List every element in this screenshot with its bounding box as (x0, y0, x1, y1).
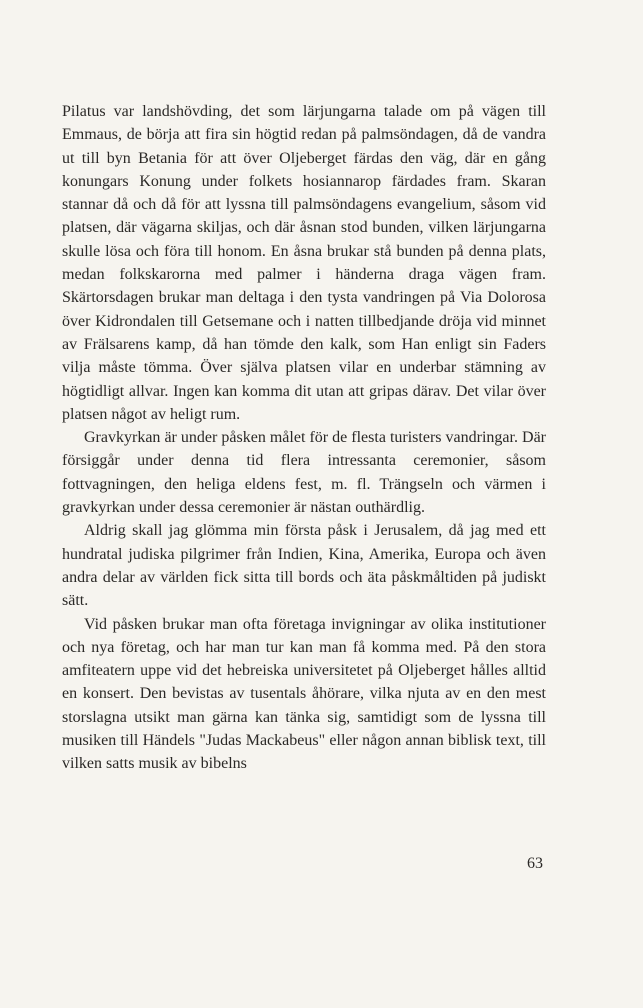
body-text (62, 100, 546, 776)
paragraph-3: Aldrig skall jag glömma min första påsk i Jerusalem, då jag med ett hundratal judiska pilgrimer från Indien, Kina, Amerika, Europa och även andra delar av världen fick sitta till bords och äta påskmåltiden på judiskt sätt. (62, 522, 546, 610)
paragraph-1: Pilatus var landshövding, det som lärjungarna talade om på vägen till Emmaus, de börja att fira sin högtid redan på palmsöndagen, då de vandra ut till byn Betania för att över Oljeberget färdas den väg, där en gång konungars Konung under folkets hosiannarop färdades fram. Skaran stannar då och då för att lyssna till palmsöndagens evangelium, såsom vid platsen, där vägarna skiljas, och där åsnan stod bunden, vilken lärjungarna skulle lösa och föra till honom. En åsna brukar stå bunden på denna plats, medan folkskarorna med palmer i händerna draga vägen fram. Skärtorsdagen brukar man deltaga i den tysta vandringen på Via Dolorosa över Kidrondalen till Getsemane och i natten tillbedjande dröja vid minnet av Frälsarens kamp, då han tömde den kalk, som Han enligt sin Faders vilja måste tömma. Över själva platsen vilar en underbar stämning av högtidligt allvar. Ingen kan komma dit utan att gripas därav. Det vilar över platsen något av heligt rum. (62, 103, 546, 423)
page-number: 63 (527, 855, 543, 872)
paragraph-4: Vid påsken brukar man ofta företaga invigningar av olika institutioner och nya företag, och har man tur kan man få komma med. På den stora amfiteatern uppe vid det hebreiska universitetet på Oljeberget hålles alltid en konsert. Den bevistas av tusentals åhörare, vilka njuta av en den mest storslagna utsikt man gärna kan tänka sig, samtidigt som de lyssna till musiken till Händels "Judas Mackabeus" eller någon annan biblisk text, till vilken satts musik av bibelns (62, 615, 546, 773)
paragraph-2: Gravkyrkan är under påsken målet för de flesta turisters vandringar. Där försiggår under denna tid flera intressanta ceremonier, såsom fottvagningen, den heliga eldens fest, m. fl. Trängseln och värmen i gravkyrkan under dessa ceremonier är nästan outhärdlig. (62, 429, 546, 517)
